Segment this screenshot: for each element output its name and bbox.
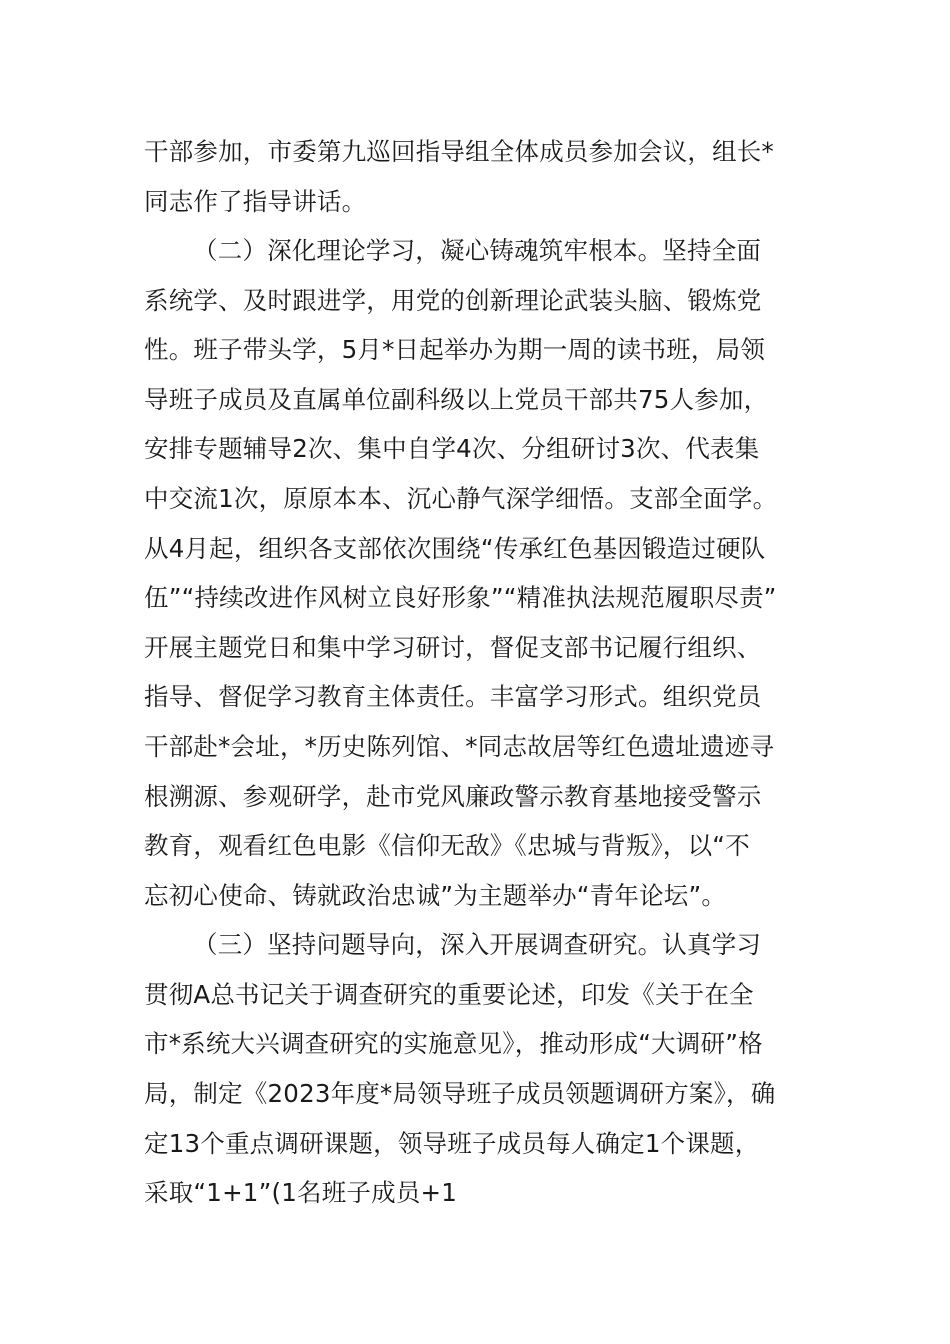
- text-line: 忘初心使命、铸就政治忠诚”为主题举办“青年论坛”。: [144, 881, 727, 910]
- text-line: 从4月起，组织各支部依次围绕“传承红色基因锻造过硬队: [144, 534, 766, 563]
- text-line: 开展主题党日和集中学习研讨，督促支部书记履行组织、: [144, 633, 762, 662]
- text-line: 局，制定《2023年度*局领导班子成员领题调研方案》，确: [144, 1079, 776, 1108]
- section-heading-line: （三）坚持问题导向，深入开展调查研究。认真学习: [193, 930, 762, 959]
- text-line: 系统学、及时跟进学，用党的创新理论武装头脑、锻炼党: [144, 286, 762, 315]
- text-line: 同志作了指导讲话。: [144, 187, 367, 216]
- text-line: 干部参加，市委第九巡回指导组全体成员参加会议，组长*: [144, 137, 774, 166]
- text-line: 教育，观看红色电影《信仰无敌》《忠城与背叛》，以“不: [144, 831, 750, 860]
- text-line: 性。班子带头学，5月*日起举办为期一周的读书班，局领: [144, 335, 766, 364]
- text-line: 定13个重点调研课题，领导班子成员每人确定1个课题，: [144, 1129, 760, 1158]
- text-line: 中交流1次，原原本本、沉心静气深学细悟。支部全面学。: [144, 484, 778, 513]
- text-line: 根溯源、参观研学，赴市党风廉政警示教育基地接受警示: [144, 782, 762, 811]
- text-line: 市*系统大兴调查研究的实施意见》，推动形成“大调研”格: [144, 1029, 763, 1058]
- section-heading-line: （二）深化理论学习，凝心铸魂筑牢根本。坚持全面: [193, 236, 762, 265]
- text-line: 导班子成员及直属单位副科级以上党员干部共75人参加，: [144, 385, 769, 414]
- text-line: 安排专题辅导2次、集中自学4次、分组研讨3次、代表集: [144, 434, 760, 463]
- text-line: 干部赴*会址，*历史陈列馆、*同志故居等红色遗址遗迹寻: [144, 732, 775, 761]
- text-line: 指导、督促学习教育主体责任。丰富学习形式。组织党员: [144, 682, 762, 711]
- text-line: 采取“1+1”(1名班子成员+1: [144, 1178, 458, 1207]
- text-line: 贯彻A总书记关于调查研究的重要论述，印发《关于在全: [144, 980, 754, 1009]
- text-line: 伍”“持续改进作风树立良好形象”“精准执法规范履职尽责”: [144, 583, 777, 612]
